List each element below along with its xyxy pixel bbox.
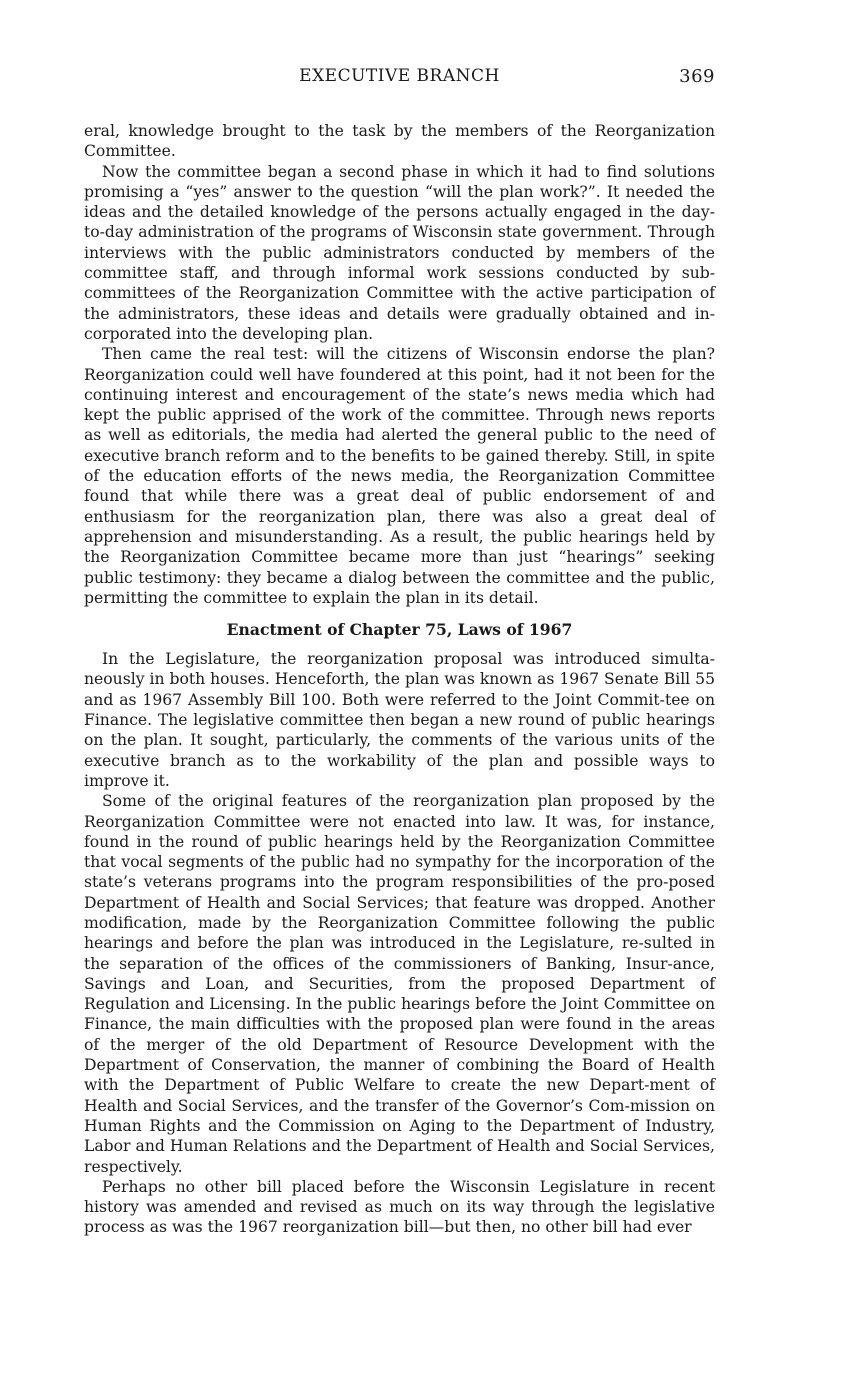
body-text [84, 121, 715, 1238]
paragraph-continuation: eral, knowledge brought to the task by the members of the Reorganization Committee. [84, 122, 715, 161]
section-heading: Enactment of Chapter 75, Laws of 1967 [226, 620, 573, 640]
paragraph-amended-bill: Perhaps no other bill placed before the Wisconsin Legislature in recent history was amended and revised as much on its way through the legislative process as was the 1967 reorganization bill—but then, no other bill had ever [84, 1177, 715, 1237]
running-title: EXECUTIVE BRANCH [299, 66, 500, 86]
running-head [84, 64, 715, 94]
paragraph-real-test: Then came the real test: will the citizens of Wisconsin endorse the plan? Reorganization could well have foundered at this point, had it not been for the continuing interest and encouragement of the state’s news media which had kept the public apprised of the work of the committee. Through news reports as well as editorials, the media had alerted the general public to the need of executive branch reform and to the benefits to be gained thereby. Still, in spite of the education efforts of the news media, the Reorganization Committee found that while there was a great deal of public endorsement of and enthusiasm for the reorganization plan, there was also a great deal of apprehension and misunderstanding. As a result, the public hearings held by the Reorganization Committee became more than just “hearings” seeking public testimony: they became a dialog between the committee and the public, permitting the committee to explain the plan in its detail. [84, 345, 715, 607]
paragraph-legislature: In the Legislature, the reorganization proposal was introduced simulta-neously in both houses. Henceforth, the plan was known as 1967 Senate Bill 55 and as 1967 Assembly Bill 100. Both were referred to the Joint Commit-tee on Finance. The legislative committee then began a new round of public hearings on the plan. It sought, particularly, the comments of the various units of the executive branch as to the workability of the plan and possible ways to improve it. [84, 650, 715, 790]
page-content [84, 64, 715, 1238]
page-number: 369 [679, 66, 715, 87]
paragraph-second-phase: Now the committee began a second phase in which it had to find solutions promising a “yes” answer to the question “will the plan work?”. It needed the ideas and the detailed knowledge of the persons actually engaged in the day-to-day administration of the programs of Wisconsin state government. Through interviews with the public administrators conducted by members of the committee staff, and through informal work sessions conducted by sub-committees of the Reorganization Committee with the active participation of the administrators, these ideas and details were gradually obtained and in-corporated into the developing plan. [84, 162, 715, 343]
paragraph-original-features: Some of the original features of the reorganization plan proposed by the Reorganization Committee were not enacted into law. It was, for instance, found in the round of public hearings held by the Reorganization Committee that vocal segments of the public had no sympathy for the incorporation of the state’s veterans programs into the program responsibilities of the pro-posed Department of Health and Social Services; that feature was dropped. Another modification, made by the Reorganization Committee following the public hearings and before the plan was introduced in the Legislature, re-sulted in the separation of the offices of the commissioners of Banking, Insur-ance, Savings and Loan, and Securities, from the proposed Department of Regulation and Licensing. In the public hearings before the Joint Committee on Finance, the main difficulties with the proposed plan were found in the areas of the merger of the old Department of Resource Development with the Department of Conservation, the manner of combining the Board of Health with the Department of Public Welfare to create the new Depart-ment of Health and Social Services, and the transfer of the Governor’s Com-mission on Human Rights and the Commission on Aging to the Department of Industry, Labor and Human Relations and the Department of Health and Social Services, respectively. [84, 792, 715, 1176]
